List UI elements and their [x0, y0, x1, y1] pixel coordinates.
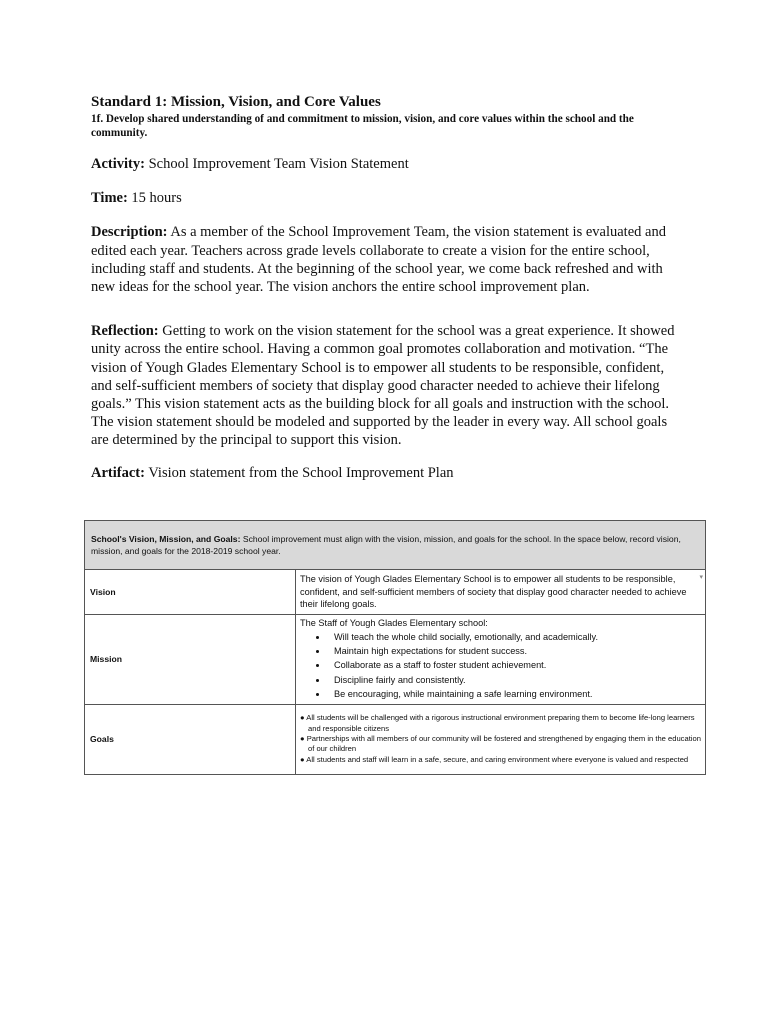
- scroll-arrow-icon: ▾: [699, 574, 703, 581]
- standard-subtitle: 1f. Develop shared understanding of and commitment to mission, vision, and core values within the school and the community.: [91, 113, 634, 139]
- vision-label: Vision: [85, 570, 296, 615]
- activity-label: Activity:: [91, 156, 145, 172]
- mission-intro: The Staff of Yough Glades Elementary school:: [300, 618, 488, 628]
- table-row-vision: [85, 570, 706, 615]
- activity-paragraph: [91, 155, 681, 173]
- list-item: ● Partnerships with all members of our community will be fostered and strengthened by engaging them in the education of our children: [300, 733, 701, 754]
- table-header-bold: School's Vision, Mission, and Goals:: [91, 534, 241, 544]
- list-item: • Collaborate as a staff to foster student achievement.: [328, 658, 701, 672]
- time-label: Time:: [91, 190, 128, 207]
- standard-title: Standard 1: Mission, Vision, and Core Values: [91, 94, 381, 110]
- vision-text: The vision of Yough Glades Elementary School is to empower all students to be responsible, confident, and self-sufficient members of society that display good character needed to achieve their lifelong goals.: [300, 574, 687, 610]
- table-header-row: [85, 521, 706, 570]
- mission-label: Mission: [85, 615, 296, 705]
- goals-text-cell: [296, 704, 706, 774]
- list-item: ● All students and staff will learn in a safe, secure, and caring environment where everyone is valued and respected: [300, 754, 689, 764]
- table-header-cell: [85, 521, 706, 570]
- reflection-label: Reflection:: [91, 323, 159, 340]
- reflection-paragraph: [91, 322, 681, 449]
- list-item: • Will teach the whole child socially, emotionally, and academically.: [328, 630, 701, 644]
- time-paragraph: [91, 189, 681, 207]
- description-text: As a member of the School Improvement Team, the vision statement is evaluated and edited each year. Teachers across grade levels collaborate to create a vision for the entire school, including staff and students. At the beginning of the school year, we come back refreshed and with new ideas for the school year. The vision anchors the entire school improvement plan.: [91, 224, 666, 296]
- mission-text-cell: [296, 615, 706, 705]
- description-label: Description:: [91, 224, 168, 241]
- artifact-paragraph: [91, 464, 681, 482]
- goals-label: Goals: [85, 704, 296, 774]
- time-text: 15 hours: [131, 190, 182, 207]
- vision-mission-goals-table: [84, 520, 706, 775]
- list-item: • Be encouraging, while maintaining a safe learning environment.: [328, 687, 701, 701]
- description-paragraph: [91, 223, 681, 296]
- list-item: ● All students will be challenged with a rigorous instructional environment preparing them to become life-long learners and responsible citizens: [300, 713, 695, 733]
- table-row-goals: [85, 704, 706, 774]
- list-item: • Maintain high expectations for student success.: [328, 644, 701, 658]
- vision-mission-goals-table-image: [84, 520, 706, 775]
- artifact-text: Vision statement from the School Improvement Plan: [148, 464, 454, 481]
- mission-list: [300, 630, 701, 702]
- list-item: • Discipline fairly and consistently.: [328, 673, 701, 687]
- document-body: [91, 93, 681, 482]
- vision-text-cell: [296, 570, 706, 615]
- table-header-text: School improvement must align with the vision, mission, and goals for the school. In the space below, record vision, mission, and goals for the 2018-2019 school year.: [91, 534, 681, 556]
- table-row-mission: [85, 615, 706, 705]
- activity-text: School Improvement Team Vision Statement: [148, 156, 409, 172]
- reflection-text: Getting to work on the vision statement for the school was a great experience. It showed unity across the entire school. Having a common goal promotes collaboration and motivation. “The vision of Yough Glades Elementary School is to empower all students to be responsible, confident, and self-sufficient members of society that display good character needed to achieve their lifelong goals.” This vision statement acts as the building block for all goals and instruction with the school. The vision statement should be modeled and supported by the leader in every way. All school goals are determined by the principal to support this vision.: [91, 323, 675, 449]
- artifact-label: Artifact:: [91, 464, 145, 481]
